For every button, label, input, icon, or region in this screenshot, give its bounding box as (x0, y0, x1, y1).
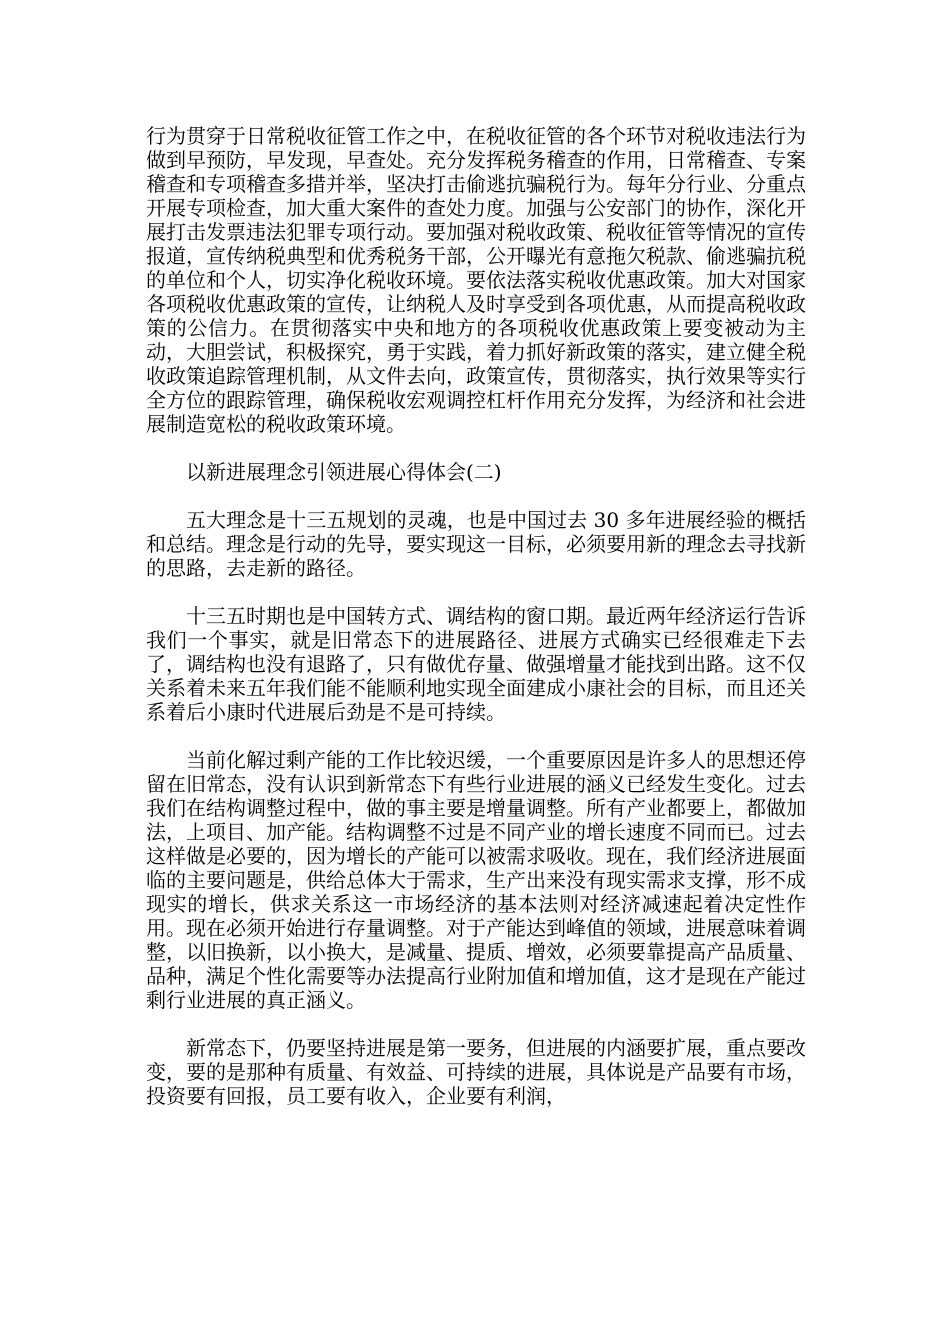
document-page (146, 124, 806, 1108)
paragraph-five-concepts: 五大理念是十三五规划的灵魂，也是中国过去 30 多年进展经验的概括和总结。理念是行动的先导，要实现这一目标，必须要用新的理念去寻找新的思路，去走新的路径。 (146, 508, 806, 580)
paragraph-tax-continuation: 行为贯穿于日常税收征管工作之中，在税收征管的各个环节对税收违法行为做到早预防，早发现，早查处。充分发挥税务稽查的作用，日常稽查、专案稽查和专项稽查多措并举，坚决打击偷逃抗骗税行为。每年分行业、分重点开展专项检查，加大重大案件的查处力度。加强与公安部门的协作，深化开展打击发票违法犯罪专项行动。要加强对税收政策、税收征管等情况的宣传报道，宣传纳税典型和优秀税务干部，公开曝光有意拖欠税款、偷逃骗抗税的单位和个人，切实净化税收环境。要依法落实税收优惠政策。加大对国家各项税收优惠政策的宣传，让纳税人及时享受到各项优惠，从而提高税收政策的公信力。在贯彻落实中央和地方的各项税收优惠政策上要变被动为主动，大胆尝试，积极探究，勇于实践，着力抓好新政策的落实，建立健全税收政策追踪管理机制，从文件去向，政策宣传，贯彻落实，执行效果等实行全方位的跟踪管理，确保税收宏观调控杠杆作用充分发挥，为经济和社会进展制造宽松的税收政策环境。 (146, 124, 806, 436)
paragraph-transformation-window: 十三五时期也是中国转方式、调结构的窗口期。最近两年经济运行告诉我们一个事实，就是旧常态下的进展路径、进展方式确实已经很难走下去了，调结构也没有退路了，只有做优存量、做强增量才能找到出路。这不仅关系着未来五年我们能不能顺利地实现全面建成小康社会的目标，而且还关系着后小康时代进展后劲是不是可持续。 (146, 604, 806, 724)
paragraph-overcapacity: 当前化解过剩产能的工作比较迟缓，一个重要原因是许多人的思想还停留在旧常态，没有认识到新常态下有些行业进展的涵义已经发生变化。过去我们在结构调整过程中，做的事主要是增量调整。所有产业都要上，都做加法，上项目、加产能。结构调整不过是不同产业的增长速度不同而已。过去这样做是必要的，因为增长的产能可以被需求吸收。现在，我们经济进展面临的主要问题是，供给总体大于需求，生产出来没有现实需求支撑，形不成现实的增长，供求关系这一市场经济的基本法则对经济减速起着决定性作用。现在必须开始进行存量调整。对于产能达到峰值的领域，进展意味着调整，以旧换新，以小换大，是减量、提质、增效，必须要靠提高产品质量、品种，满足个性化需要等办法提高行业附加值和增加值，这才是现在产能过剩行业进展的真正涵义。 (146, 748, 806, 1012)
paragraph-new-normal: 新常态下，仍要坚持进展是第一要务，但进展的内涵要扩展，重点要改变，要的是那种有质量、有效益、可持续的进展，具体说是产品要有市场，投资要有回报，员工要有收入，企业要有利润， (146, 1036, 806, 1108)
section-heading: 以新进展理念引领进展心得体会(二) (186, 460, 502, 484)
